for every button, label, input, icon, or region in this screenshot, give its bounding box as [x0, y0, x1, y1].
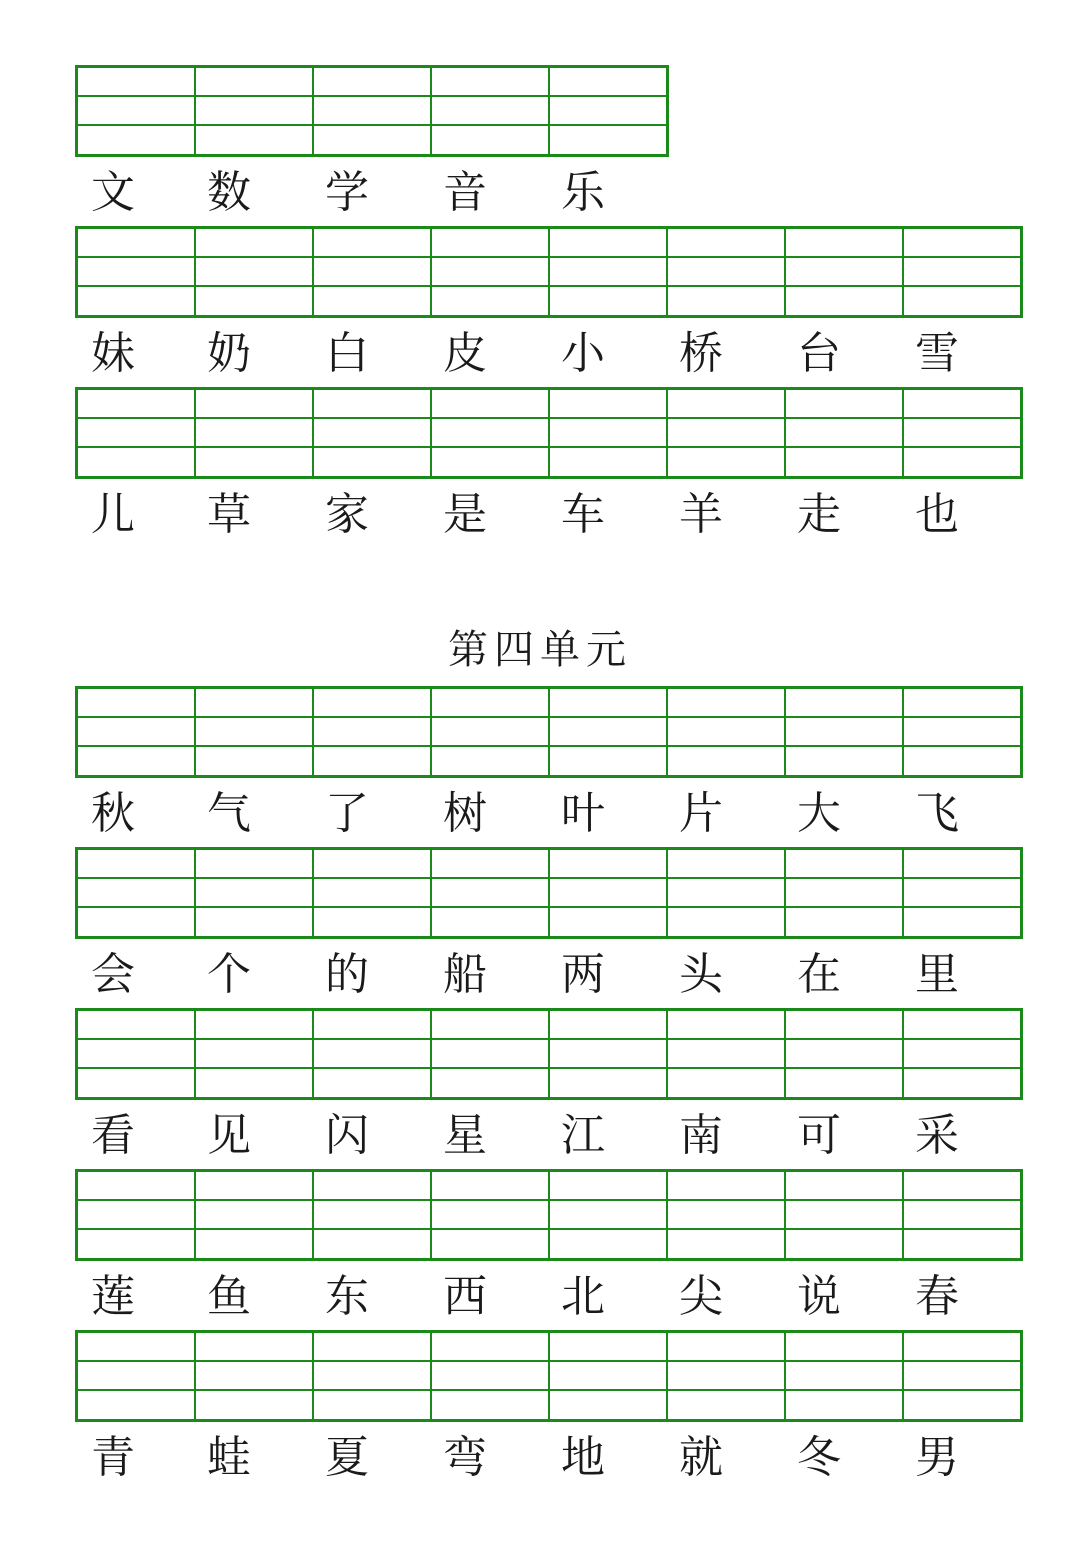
writing-cell: [78, 390, 194, 476]
character-row: [75, 1426, 1017, 1490]
writing-cell: [430, 1172, 548, 1258]
writing-cell: [784, 1172, 902, 1258]
character: 冬: [797, 1432, 841, 1483]
writing-cell: [548, 1011, 666, 1097]
character: 闪: [325, 1110, 369, 1161]
character: 气: [207, 788, 251, 839]
writing-cell: [548, 1333, 666, 1419]
character: 江: [561, 1110, 605, 1161]
writing-cell: [548, 1172, 666, 1258]
writing-cell: [194, 68, 312, 154]
character: 是: [443, 489, 487, 540]
character: 草: [207, 489, 251, 540]
character: 头: [679, 949, 723, 1000]
character: 的: [325, 949, 369, 1000]
character: 鱼: [207, 1271, 251, 1322]
writing-cell: [666, 1172, 784, 1258]
character-row: [75, 322, 1017, 386]
writing-grid-row: [75, 847, 1023, 939]
writing-cell: [548, 689, 666, 775]
writing-cell: [784, 390, 902, 476]
writing-grid-row: [75, 387, 1023, 479]
writing-cell: [430, 850, 548, 936]
character: 会: [91, 949, 135, 1000]
writing-grid-row: [75, 1169, 1023, 1261]
character: 乐: [561, 167, 605, 218]
writing-cell: [78, 1011, 194, 1097]
character: 大: [797, 788, 841, 839]
character-row: [75, 782, 1017, 846]
character-row: [75, 161, 663, 225]
character: 就: [679, 1432, 723, 1483]
writing-cell: [194, 1172, 312, 1258]
character: 羊: [679, 489, 723, 540]
character: 采: [915, 1110, 959, 1161]
character: 北: [561, 1271, 605, 1322]
writing-cell: [902, 689, 1020, 775]
writing-cell: [194, 689, 312, 775]
character: 个: [207, 949, 251, 1000]
character: 飞: [915, 788, 959, 839]
character: 秋: [91, 788, 135, 839]
writing-cell: [784, 1333, 902, 1419]
character: 白: [325, 328, 369, 379]
character: 音: [443, 167, 487, 218]
character: 妹: [91, 328, 135, 379]
writing-cell: [194, 1333, 312, 1419]
character: 片: [679, 788, 723, 839]
writing-cell: [430, 1333, 548, 1419]
character: 见: [207, 1110, 251, 1161]
character: 船: [443, 949, 487, 1000]
writing-cell: [312, 1333, 430, 1419]
writing-cell: [78, 689, 194, 775]
writing-cell: [548, 390, 666, 476]
writing-cell: [666, 1011, 784, 1097]
character: 了: [325, 788, 369, 839]
character: 春: [915, 1271, 959, 1322]
writing-grid-row: [75, 1008, 1023, 1100]
writing-cell: [548, 229, 666, 315]
character: 地: [561, 1432, 605, 1483]
character: 看: [91, 1110, 135, 1161]
character: 雪: [915, 328, 959, 379]
writing-cell: [78, 68, 194, 154]
character: 儿: [91, 489, 135, 540]
writing-cell: [312, 390, 430, 476]
writing-grid-row: [75, 65, 669, 157]
writing-cell: [902, 229, 1020, 315]
writing-cell: [430, 68, 548, 154]
character-row: [75, 1265, 1017, 1329]
character: 可: [797, 1110, 841, 1161]
character: 皮: [443, 328, 487, 379]
writing-cell: [548, 850, 666, 936]
character: 夏: [325, 1432, 369, 1483]
character: 数: [207, 167, 251, 218]
writing-cell: [194, 850, 312, 936]
character: 奶: [207, 328, 251, 379]
writing-cell: [902, 850, 1020, 936]
character: 尖: [679, 1271, 723, 1322]
writing-cell: [194, 390, 312, 476]
writing-cell: [666, 229, 784, 315]
character: 文: [91, 167, 135, 218]
character: 家: [325, 489, 369, 540]
character: 树: [443, 788, 487, 839]
writing-grid-row: [75, 686, 1023, 778]
character: 弯: [443, 1432, 487, 1483]
character: 莲: [91, 1271, 135, 1322]
character: 里: [915, 949, 959, 1000]
writing-cell: [312, 850, 430, 936]
writing-cell: [194, 1011, 312, 1097]
character-row: [75, 943, 1017, 1007]
character: 男: [915, 1432, 959, 1483]
unit-title: 第四单元: [448, 627, 632, 673]
character: 南: [679, 1110, 723, 1161]
character: 蛙: [207, 1432, 251, 1483]
writing-cell: [312, 689, 430, 775]
writing-cell: [784, 229, 902, 315]
character: 说: [797, 1271, 841, 1322]
writing-cell: [312, 68, 430, 154]
writing-cell: [430, 390, 548, 476]
writing-cell: [194, 229, 312, 315]
writing-cell: [548, 68, 666, 154]
character: 桥: [679, 328, 723, 379]
writing-cell: [312, 229, 430, 315]
writing-cell: [430, 689, 548, 775]
writing-grid-row: [75, 1330, 1023, 1422]
writing-cell: [666, 1333, 784, 1419]
character: 西: [443, 1271, 487, 1322]
writing-cell: [312, 1011, 430, 1097]
character-row: [75, 1104, 1017, 1168]
character: 东: [325, 1271, 369, 1322]
character: 在: [797, 949, 841, 1000]
character: 车: [561, 489, 605, 540]
writing-cell: [312, 1172, 430, 1258]
character: 小: [561, 328, 605, 379]
character: 也: [915, 489, 959, 540]
writing-cell: [784, 850, 902, 936]
writing-cell: [78, 850, 194, 936]
writing-cell: [902, 1172, 1020, 1258]
writing-cell: [784, 689, 902, 775]
writing-cell: [902, 1011, 1020, 1097]
character: 两: [561, 949, 605, 1000]
writing-cell: [784, 1011, 902, 1097]
character: 星: [443, 1110, 487, 1161]
writing-cell: [666, 390, 784, 476]
writing-cell: [666, 850, 784, 936]
writing-cell: [666, 689, 784, 775]
writing-cell: [902, 1333, 1020, 1419]
character: 台: [797, 328, 841, 379]
writing-cell: [902, 390, 1020, 476]
character: 青: [91, 1432, 135, 1483]
character: 走: [797, 489, 841, 540]
writing-cell: [78, 1172, 194, 1258]
character: 叶: [561, 788, 605, 839]
writing-grid-row: [75, 226, 1023, 318]
writing-cell: [430, 1011, 548, 1097]
character-row: [75, 483, 1017, 547]
writing-cell: [78, 229, 194, 315]
character: 学: [325, 167, 369, 218]
writing-cell: [78, 1333, 194, 1419]
writing-cell: [430, 229, 548, 315]
